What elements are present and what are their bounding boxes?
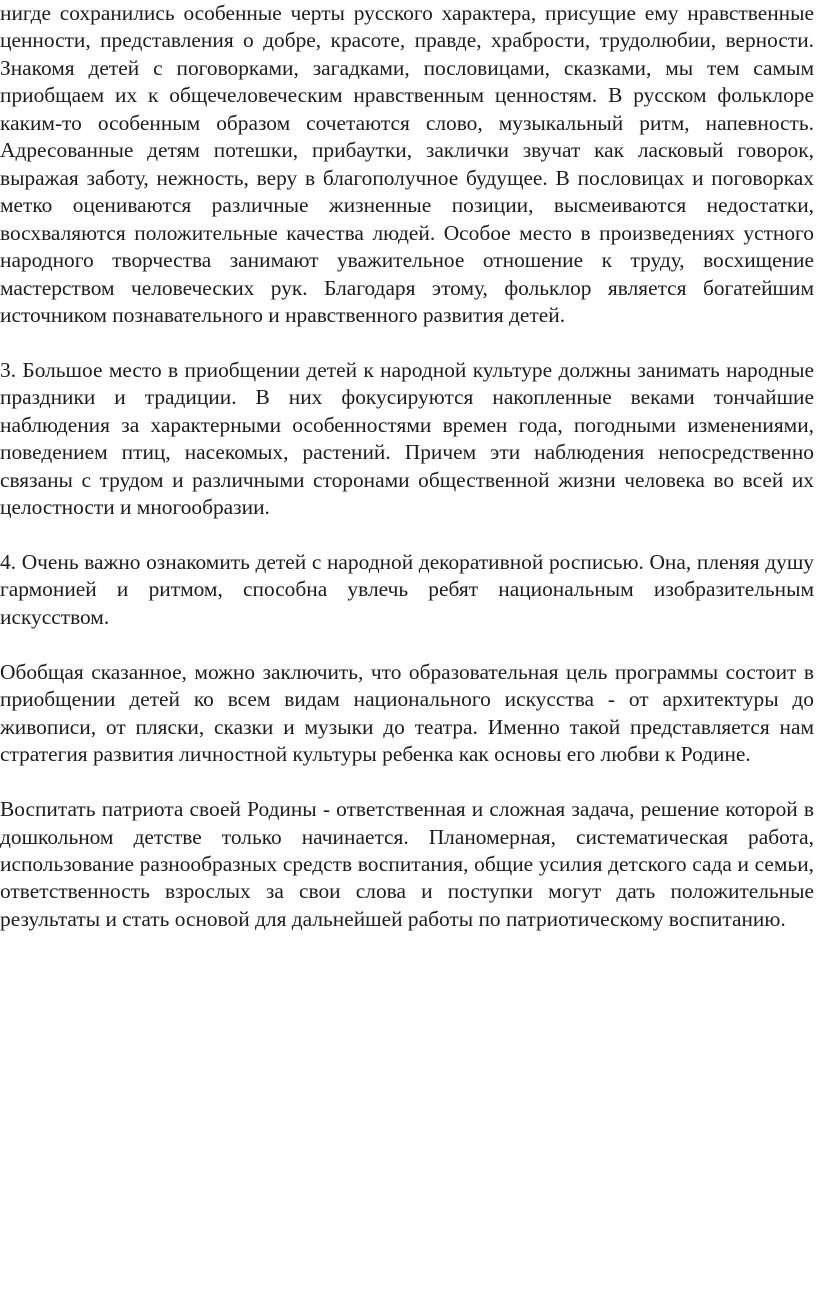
paragraph-decorative-painting: 4. Очень важно ознакомить детей с народной декоративной росписью. Она, пленяя душу гармонией и ритмом, способна увлечь ребят национальным изобразительным искусством.: [0, 550, 814, 629]
paragraph-holidays-traditions: 3. Большое место в приобщении детей к народной культуре должны занимать народные праздники и традиции. В них фокусируются накопленные веками тончайшие наблюдения за характерными особенностями времен года, погодными изменениями, поведением птиц, насекомых, растений. Причем эти наблюдения непосредственно связаны с трудом и различными сторонами общественной жизни человека во всей их целостности и многообразии.: [0, 357, 814, 520]
paragraph-patriot-education: Воспитать патриота своей Родины - ответственная и сложная задача, решение которой в дошкольном детстве только начинается. Планомерная, систематическая работа, использование разнообразных средств воспитания, общие усилия детского сада и семьи, ответственность взрослых за свои слова и поступки могут дать положительные результаты и стать основой для дальнейшей работы по патриотическому воспитанию.: [0, 797, 814, 931]
paragraph-folklore: нигде сохранились особенные черты русского характера, присущие ему нравственные ценности, представления о добре, красоте, правде, храбрости, трудолюбии, верности. Знакомя детей с поговорками, загадками, пословицами, сказками, мы тем самым приобщаем их к общечеловеческим нравственным ценностям. В русском фольклоре каким-то особенным образом сочетаются слово, музыкальный ритм, напевность. Адресованные детям потешки, прибаутки, заклички звучат как ласковый говорок, выражая заботу, нежность, веру в благополучное будущее. В пословицах и поговорках метко оцениваются различные жизненные позиции, высмеиваются недостатки, восхваляются положительные качества людей. Особое место в произведениях устного народного творчества занимают уважительное отношение к труду, восхищение мастерством человеческих рук. Благодаря этому, фольклор является богатейшим источником познавательного и нравственного развития детей.: [0, 1, 814, 327]
paragraph-conclusion: Обобщая сказанное, можно заключить, что образовательная цель программы состоит в приобщении детей ко всем видам национального искусства - от архитектуры до живописи, от пляски, сказки и музыки до театра. Именно такой представляется нам стратегия развития личностной культуры ребенка как основы его любви к Родине.: [0, 659, 814, 767]
